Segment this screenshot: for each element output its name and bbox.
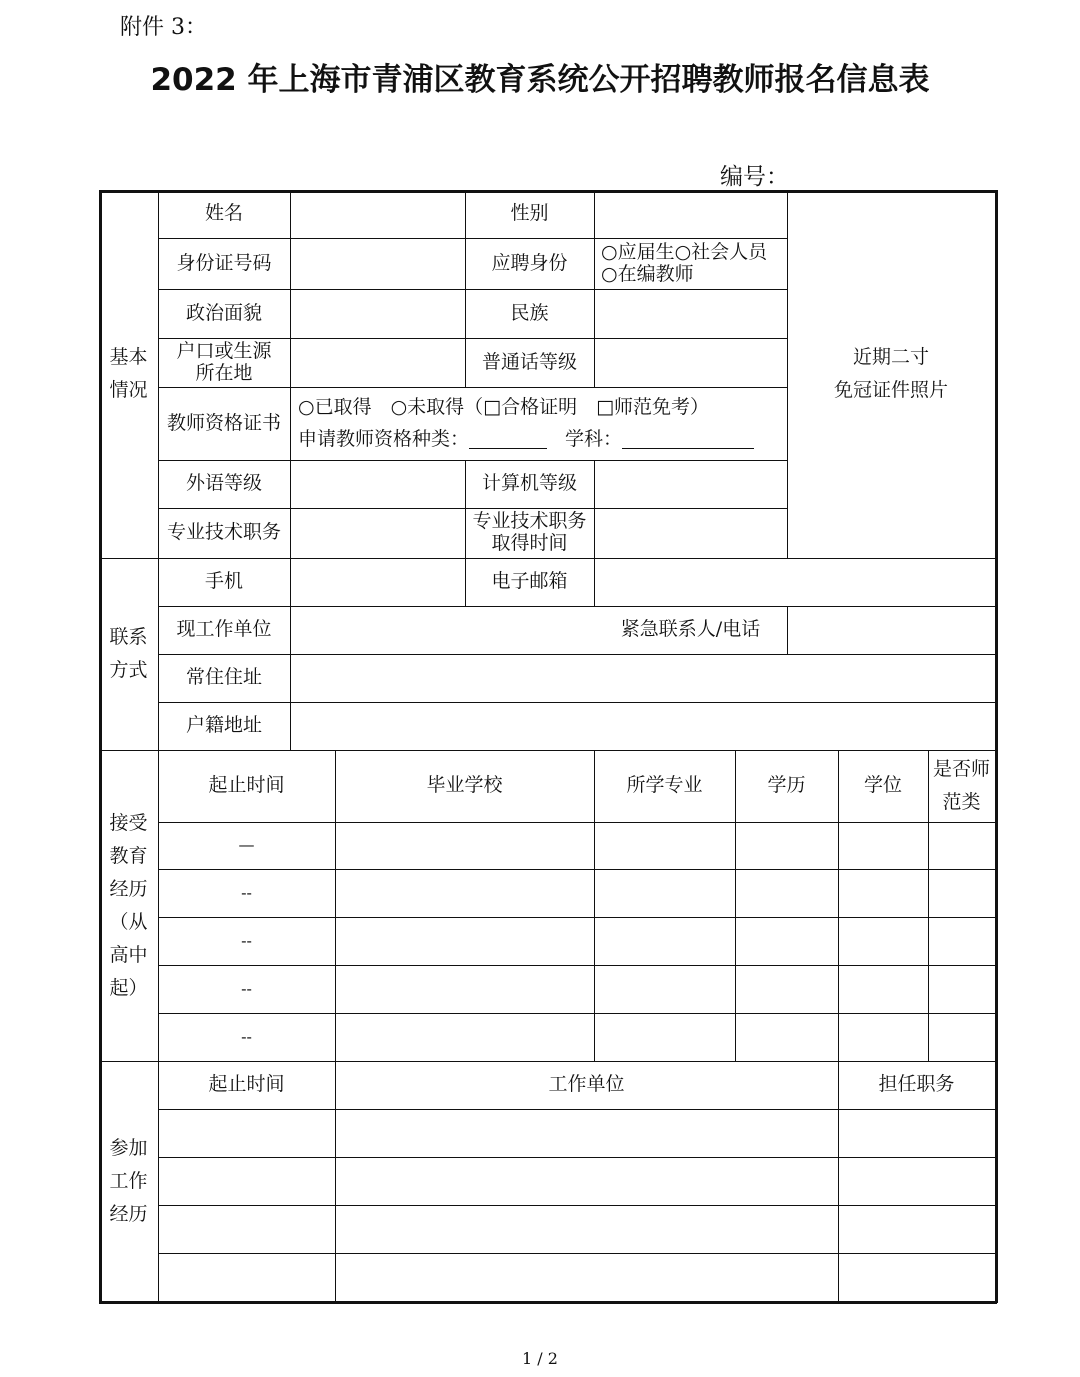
applicant-options-line1[interactable]: ○应届生○社会人员 (601, 240, 768, 263)
address-field[interactable] (290, 654, 995, 702)
applicant-type-label: 应聘身份 (491, 251, 568, 274)
hukou-field[interactable] (290, 338, 465, 387)
political-status-label: 政治面貌 (185, 301, 262, 324)
photo-placeholder[interactable]: 近期二寸 免冠证件照片 (833, 346, 948, 401)
cert-type-row (298, 429, 754, 451)
edu-row-period[interactable]: — (238, 835, 255, 855)
edu-header-period: 起止时间 (208, 774, 285, 797)
row-line (158, 1205, 997, 1206)
edu-header-major: 所学专业 (626, 774, 703, 797)
ethnicity-field[interactable] (594, 289, 787, 338)
work-header-employer: 工作单位 (548, 1073, 625, 1096)
attachment-label: 附件 3： (120, 15, 207, 40)
section-work-label: 参加 工作 经历 (109, 1136, 148, 1225)
section-education-label: 接受 教育 经历 （从 高中 起） (109, 811, 148, 999)
edu-row-period[interactable]: -- (241, 1026, 252, 1046)
political-status-field[interactable] (290, 289, 465, 338)
row-line (158, 1109, 997, 1110)
id-number-field[interactable] (290, 238, 465, 289)
hukou-address-field[interactable] (290, 702, 995, 750)
edu-row-period[interactable]: -- (241, 882, 252, 902)
computer-label: 计算机等级 (481, 472, 577, 495)
ethnicity-label: 民族 (510, 301, 549, 324)
name-label: 姓名 (204, 202, 243, 225)
edu-header-education-level: 学历 (767, 774, 806, 797)
email-field[interactable] (594, 558, 995, 606)
teacher-cert-label: 教师资格证书 (166, 411, 281, 434)
page-number: 1 / 2 (522, 1349, 558, 1368)
id-number-label: 身份证号码 (176, 251, 272, 274)
mobile-label: 手机 (204, 570, 243, 593)
name-field[interactable] (290, 190, 465, 238)
section-basic-label: 基本 情况 (109, 346, 148, 401)
hukou-label: 户口或生源 所在地 (176, 339, 272, 384)
gender-field[interactable] (594, 190, 787, 238)
foreign-language-field[interactable] (290, 460, 465, 508)
edu-header-degree: 学位 (863, 774, 902, 797)
employer-field[interactable] (290, 606, 594, 654)
cert-type-label: 申请教师资格种类： (298, 427, 470, 450)
page-title: 2022 年上海市青浦区教育系统公开招聘教师报名信息表 (150, 62, 930, 98)
registration-form-table (99, 190, 997, 1303)
subject-blank[interactable] (622, 430, 754, 449)
serial-number-field[interactable] (720, 158, 976, 191)
edu-header-school: 毕业学校 (426, 774, 503, 797)
edu-row-period[interactable]: -- (241, 930, 252, 950)
mandarin-field[interactable] (594, 338, 787, 387)
mobile-field[interactable] (290, 558, 465, 606)
applicant-options-line2[interactable]: ○在编教师 (601, 262, 694, 285)
employer-label: 现工作单位 (176, 618, 272, 641)
cert-status-options[interactable]: ○已取得 ○未取得（□合格证明 □师范免考） (298, 395, 710, 418)
email-label: 电子邮箱 (491, 570, 568, 593)
address-label: 常住住址 (185, 666, 262, 689)
title-tech-date-label: 专业技术职务 取得时间 (472, 510, 587, 554)
computer-field[interactable] (594, 460, 787, 508)
serial-label: 编号： (720, 164, 789, 190)
applicant-type-options[interactable] (601, 238, 787, 289)
emergency-contact-field[interactable] (787, 606, 995, 654)
work-header-position: 担任职务 (878, 1073, 955, 1096)
teacher-cert-options[interactable] (298, 387, 787, 460)
title-tech-date-field[interactable] (594, 508, 787, 558)
border-bottom (99, 1301, 997, 1304)
emergency-contact-label: 紧急联系人/电话 (620, 618, 761, 641)
gender-label: 性别 (510, 202, 549, 225)
hukou-address-label: 户籍地址 (185, 714, 262, 737)
section-contact-label: 联系 方式 (109, 626, 148, 681)
edu-header-normal-school: 是否师 范类 (932, 758, 990, 813)
edu-row-period[interactable]: -- (241, 978, 252, 998)
title-tech-field[interactable] (290, 508, 465, 558)
row-line (158, 1157, 997, 1158)
cert-type-blank[interactable] (469, 430, 547, 449)
mandarin-label: 普通话等级 (481, 350, 577, 373)
title-tech-label: 专业技术职务 (166, 521, 281, 544)
row-line (158, 1253, 997, 1254)
subject-label: 学科： (565, 427, 623, 450)
serial-blank[interactable] (791, 166, 976, 191)
work-header-period: 起止时间 (208, 1073, 285, 1096)
foreign-language-label: 外语等级 (185, 472, 262, 495)
border-right (995, 190, 998, 1303)
